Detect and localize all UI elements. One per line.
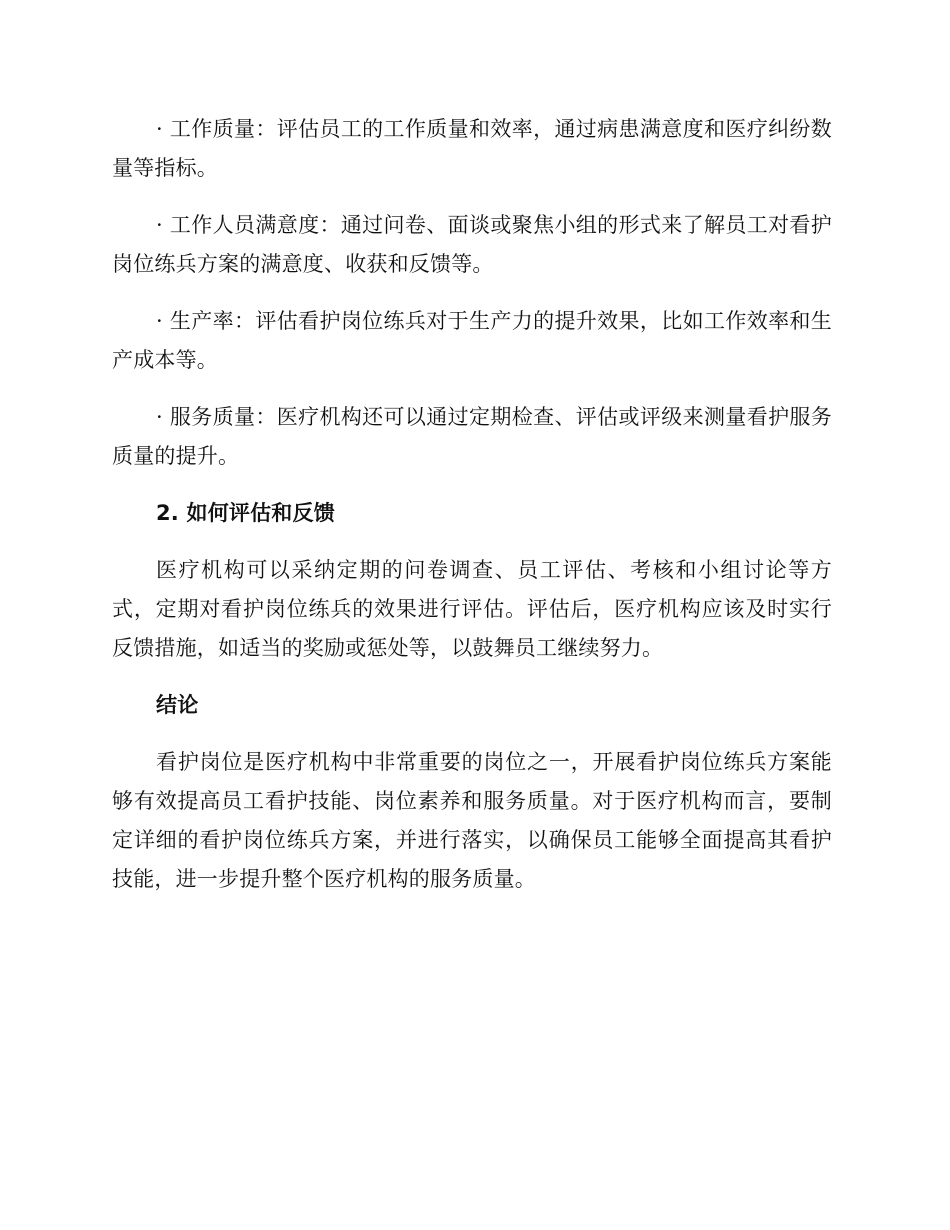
section-heading-evaluation: 2. 如何评估和反馈 [156, 501, 335, 525]
section-heading-conclusion: 结论 [156, 693, 199, 717]
paragraph-evaluation: 医疗机构可以采纳定期的问卷调查、员工评估、考核和小组讨论等方式，定期对看护岗位练兵的效果进行评估。评估后，医疗机构应该及时实行反馈措施，如适当的奖励或惩处等，以鼓舞员工继续努力。 [112, 558, 832, 660]
bullet-productivity: · 生产率：评估看护岗位练兵对于生产力的提升效果，比如工作效率和生产成本等。 [112, 309, 832, 372]
paragraph-conclusion: 看护岗位是医疗机构中非常重要的岗位之一，开展看护岗位练兵方案能够有效提高员工看护技能、岗位素养和服务质量。对于医疗机构而言，要制定详细的看护岗位练兵方案，并进行落实，以确保员工能够全面提高其看护技能，进一步提升整个医疗机构的服务质量。 [112, 750, 832, 891]
document-body [112, 110, 832, 917]
bullet-work-quality: · 工作质量：评估员工的工作质量和效率，通过病患满意度和医疗纠纷数量等指标。 [112, 117, 832, 180]
bullet-staff-satisfaction: · 工作人员满意度：通过问卷、面谈或聚焦小组的形式来了解员工对看护岗位练兵方案的满意度、收获和反馈等。 [112, 213, 832, 276]
bullet-service-quality: · 服务质量：医疗机构还可以通过定期检查、评估或评级来测量看护服务质量的提升。 [112, 405, 832, 468]
